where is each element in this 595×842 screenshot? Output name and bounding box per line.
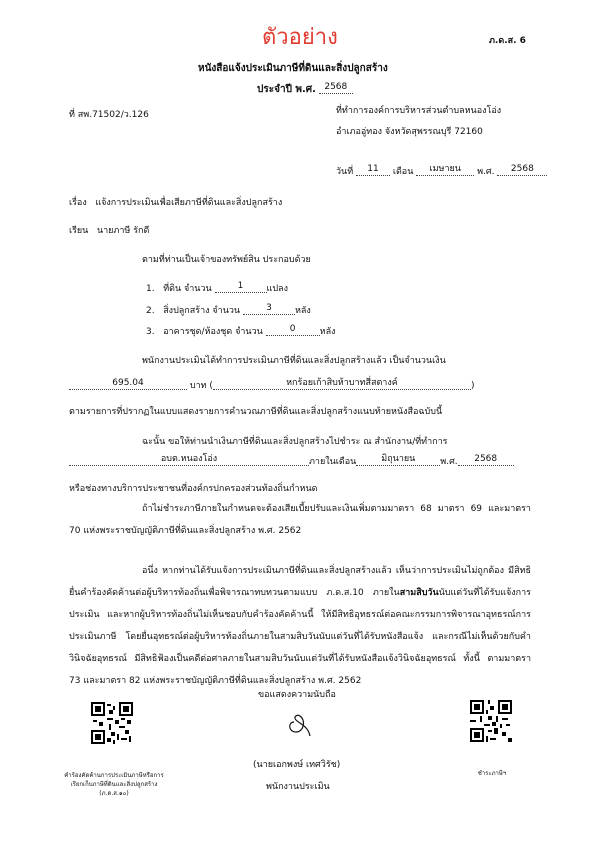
appeal-qr-caption: คำร้องคัดค้านการประเมินภาษีหรือการเรียกเก็บภาษีที่ดินและสิ่งปลูกสร้าง (ภ.ด.ส.๑๐) <box>64 772 164 797</box>
amount-line <box>69 378 475 393</box>
property-item <box>146 303 311 318</box>
appeal-text-1: อนึ่ง หากท่านได้รับแจ้งการประเมินภาษีที่ดินและสิ่งปลูกสร้างแล้ว เห็นว่าการประเมินไม่ถูกต้อง มีสิทธิยื่นคำร้องคัดค้านต่อผู้บริหารท้องถิ่นเพื่อพิจารณาทบทวนตามแบบ ภ.ด.ส.10 ภายใน <box>69 566 531 598</box>
appeal-text-2: นับแต่วันที่ได้รับแจ้งการประเมิน และหากผู้บริหารท้องถิ่นไม่เห็นชอบกับคำร้องคัดค้านนี้ ให้มีสิทธิอุทธรณ์ต่อคณะกรรมการพิจารณาอุทธรณ์การประเมินภาษี โดยยื่นอุทธรณ์ต่อผู้บริหารท้องถิ่นภายในสามสิบวันนับแต่วันที่ได้รับหนังสือแจ้ง และกรณีไม่เห็นด้วยกับคำวินิจฉัยอุทธรณ์ มีสิทธิฟ้องเป็นคดีต่อศาลภายในสามสิบวันนับแต่วันที่ได้รับหนังสือแจ้งวินิจฉัยอุทธรณ์ ทั้งนี้ ตามมาตรา 73 และมาตรา 82 แห่งพระราชบัญญัติภาษีที่ดินและสิ่งปลูกสร้าง พ.ศ. 2562 <box>69 588 531 686</box>
penalty-paragraph: ถ้าไม่ชำระภาษีภายในกำหนดจะต้องเสียเบี้ยปรับและเงินเพิ่มตามมาตรา 68 มาตรา 69 และมาตรา 70 แห่งพระราชบัญญัติภาษีที่ดินและสิ่งปลูกสร้าง พ.ศ. 2562 <box>69 504 531 536</box>
item-label: ที่ดิน จำนวน <box>163 284 212 294</box>
item-number: 3. <box>146 327 155 337</box>
office-address-line2: อำเภออู่ทอง จังหวัดสุพรรณบุรี 72160 <box>336 127 483 137</box>
month-label: เดือน <box>392 167 414 177</box>
appeal-qr-code[interactable] <box>91 702 133 744</box>
recipient-label: เรียน <box>69 226 89 236</box>
close-paren: ) <box>470 381 475 391</box>
signer-name: (นายเอกพงษ์ เทศวิรัช) <box>253 760 341 770</box>
per-list-text: ตามรายการที่ปรากฏในแบบแสดงรายการคำนวณภาษีที่ดินและสิ่งปลูกสร้างแนบท้ายหนังสือฉบับนี้ <box>69 407 443 417</box>
appeal-paragraph <box>69 560 531 692</box>
month-value: เมษายน <box>416 164 474 176</box>
within-label: ภายในเดือน <box>309 457 357 467</box>
office-address-line1: ที่ทำการองค์การบริหารส่วนตำบลหนองโอ่ง <box>336 106 502 116</box>
item-label: สิ่งปลูกสร้าง จำนวน <box>163 306 241 316</box>
payment-qr-code[interactable] <box>470 700 512 742</box>
subject-text: แจ้งการประเมินเพื่อเสียภาษีที่ดินและสิ่งปลูกสร้าง <box>95 198 283 208</box>
intro-text: ตามที่ท่านเป็นเจ้าของทรัพย์สิน ประกอบด้วย <box>142 255 311 265</box>
item-unit: หลัง <box>319 327 336 337</box>
appeal-deadline: สามสิบวัน <box>399 588 439 598</box>
letter-date <box>336 164 547 179</box>
document-title: หนังสือแจ้งประเมินภาษีที่ดินและสิ่งปลูกสร้าง <box>198 63 388 74</box>
fiscal-year-label: ประจำปี พ.ศ. <box>257 84 316 95</box>
payment-office: อบต.หนองโอ่ง <box>69 454 309 466</box>
day-label: วันที่ <box>336 167 354 177</box>
subject-label: เรื่อง <box>69 198 87 208</box>
payment-month: มิถุนายน <box>356 454 440 466</box>
payment-channel-text: หรือช่องทางบริการประชาชนที่องค์กรปกครองส่วนท้องถิ่นกำหนด <box>69 484 318 494</box>
item-unit: หลัง <box>294 306 311 316</box>
fiscal-year <box>257 84 353 97</box>
signer-title: พนักงานประเมิน <box>266 782 330 792</box>
item-number: 1. <box>146 284 155 294</box>
day-value: 11 <box>356 164 390 176</box>
payment-details <box>69 454 514 469</box>
assessment-text: พนักงานประเมินได้ทำการประเมินภาษีที่ดินและสิ่งปลูกสร้างแล้ว เป็นจำนวนเงิน <box>142 356 446 366</box>
amount-in-words: หกร้อยเก้าสิบห้าบาทสี่สตางค์ <box>213 378 471 390</box>
amount-value: 695.04 <box>69 378 187 390</box>
item-label: อาคารชุด/ห้องชุด จำนวน <box>163 327 263 337</box>
item-number: 2. <box>146 306 155 316</box>
payment-text: ฉะนั้น ขอให้ท่านนำเงินภาษีที่ดินและสิ่งปลูกสร้างไปชำระ ณ สำนักงาน/ที่ทำการ <box>142 437 448 447</box>
property-item <box>146 324 336 339</box>
item-value: 0 <box>266 324 320 336</box>
payment-year: 2568 <box>458 454 514 466</box>
item-value: 3 <box>243 303 295 315</box>
year-label: พ.ศ. <box>477 167 495 177</box>
item-value: 1 <box>215 281 267 293</box>
payment-qr-caption: ชำระภาษีฯ <box>477 770 507 777</box>
property-item <box>146 281 288 296</box>
closing-text: ขอแสดงความนับถือ <box>258 690 336 700</box>
baht-label: บาท ( <box>189 381 213 391</box>
recipient-line <box>69 226 149 237</box>
recipient-name: นายภาษี รักดี <box>96 226 150 236</box>
reference-number: ที่ สพ.71502/ว.126 <box>69 110 149 120</box>
item-unit: แปลง <box>266 284 288 294</box>
form-code: ภ.ด.ส. 6 <box>489 36 526 46</box>
payment-year-label: พ.ศ. <box>440 457 458 467</box>
sample-stamp: ตัวอย่าง <box>262 25 338 50</box>
fiscal-year-value: 2568 <box>319 82 353 94</box>
signature-mark <box>280 712 320 740</box>
subject-line <box>69 198 282 209</box>
year-value: 2568 <box>497 164 547 176</box>
